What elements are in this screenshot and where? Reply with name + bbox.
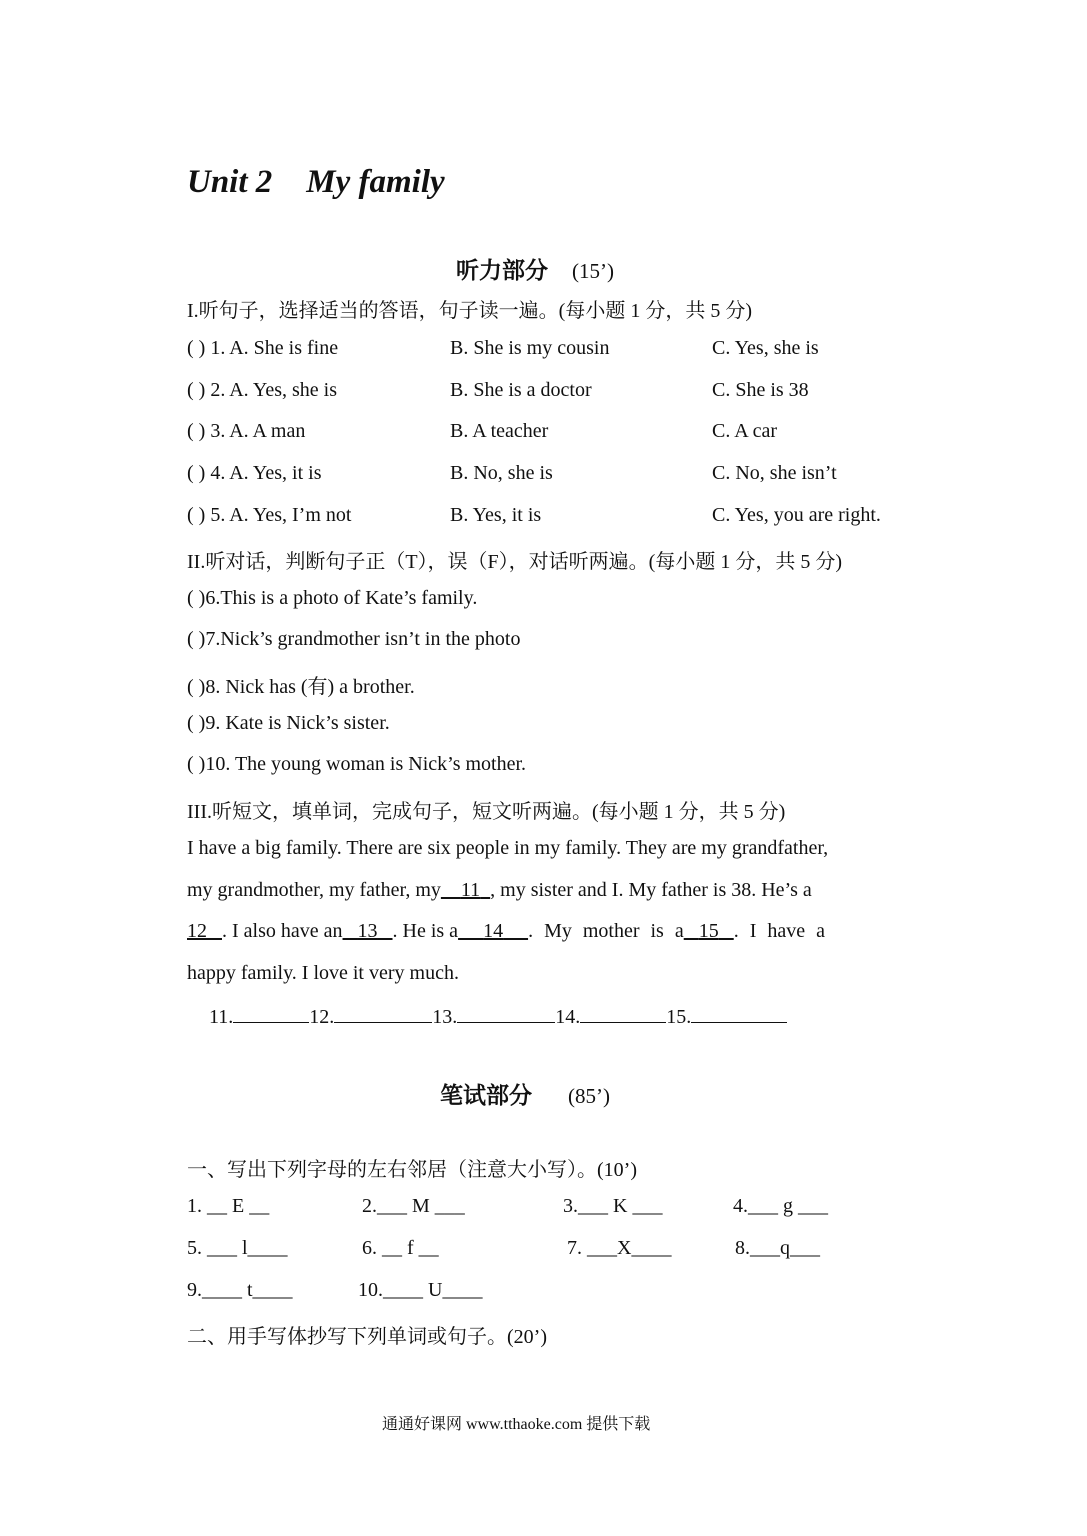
blank-number: 13 (357, 920, 378, 942)
writing-part2-instruction: 二、用手写体抄写下列单词或句子。(20’) (187, 1326, 547, 1348)
passage-line: happy family. I love it very much. (187, 962, 459, 984)
letter-item: 2.___ M ___ (362, 1195, 465, 1217)
answer-label: 15. (666, 1006, 692, 1028)
answer-line (580, 1004, 666, 1023)
letter-item: 7. ___X____ (567, 1237, 672, 1259)
page-title (187, 164, 445, 201)
part2-item: ( )6.This is a photo of Kate’s family. (187, 587, 478, 609)
part2-item: ( )10. The young woman is Nick’s mother. (187, 753, 527, 775)
blank-11 (441, 879, 490, 901)
part3-instruction: III.听短文，填单词，完成句子，短文听两遍。(每小题 1 分，共 5 分) (187, 801, 786, 823)
item-prefix: ( ) 5. A. Yes, I’m not (187, 504, 352, 526)
letter-item: 9.____ t____ (187, 1279, 293, 1301)
passage-text: . I also have an (222, 920, 343, 942)
passage-line: I have a big family. There are six people in my family. They are my grandfather, (187, 837, 829, 859)
listening-heading-text: 听力部分 (456, 258, 548, 283)
option-c: C. She is 38 (712, 379, 809, 401)
answer-line (233, 1004, 309, 1023)
option-b: B. She is a doctor (450, 379, 592, 401)
passage-text: my grandmother, my father, my (187, 879, 441, 901)
item-prefix: ( ) 3. A. A man (187, 420, 306, 442)
letter-item: 3.___ K ___ (563, 1195, 663, 1217)
passage-line (187, 920, 825, 943)
letter-item: 10.____ U____ (358, 1279, 483, 1301)
blank-number: 11 (460, 879, 481, 901)
passage-text: , my sister and I. My father is 38. He’s a (490, 879, 812, 901)
letter-item: 6. __ f __ (362, 1237, 439, 1259)
passage-text: . My mother is a (528, 920, 684, 942)
part1-instruction: I.听句子，选择适当的答语，句子读一遍。(每小题 1 分，共 5 分) (187, 300, 752, 322)
option-c: C. Yes, you are right. (712, 504, 881, 526)
page-footer: 通通好课网 www.tthaoke.com 提供下载 (382, 1416, 651, 1433)
passage-text: . I have a (733, 920, 826, 942)
letter-item: 1. __ E __ (187, 1195, 270, 1217)
part2-item: ( )8. Nick has (有) a brother. (187, 676, 415, 698)
letter-item: 5. ___ l____ (187, 1237, 288, 1259)
answer-label: 11. (209, 1006, 234, 1028)
writing-heading-text: 笔试部分 (440, 1083, 532, 1108)
option-c: C. No, she isn’t (712, 462, 837, 484)
answer-blanks (209, 1004, 787, 1029)
answer-label: 13. (432, 1006, 458, 1028)
listening-points: (15’) (572, 259, 614, 283)
item-prefix: ( ) 1. A. She is fine (187, 337, 339, 359)
blank-14 (458, 920, 528, 942)
passage-line (187, 879, 812, 902)
writing-heading (440, 1077, 610, 1110)
answer-label: 12. (309, 1006, 335, 1028)
blank-13 (343, 920, 393, 942)
answer-line (457, 1004, 555, 1023)
writing-part1-instruction: 一、写出下列字母的左右邻居（注意大小写）。(10’) (187, 1159, 637, 1181)
blank-15 (684, 920, 734, 942)
answer-label: 14. (555, 1006, 581, 1028)
option-c: C. A car (712, 420, 777, 442)
option-b: B. A teacher (450, 420, 549, 442)
part2-instruction: II.听对话，判断句子正（T），误（F），对话听两遍。(每小题 1 分，共 5 分) (187, 551, 842, 573)
option-c: C. Yes, she is (712, 337, 819, 359)
blank-number: 14 (483, 920, 504, 942)
option-b: B. No, she is (450, 462, 553, 484)
part2-item: ( )9. Kate is Nick’s sister. (187, 712, 390, 734)
letter-item: 8.___q___ (735, 1237, 820, 1259)
blank-number: 15 (698, 920, 719, 942)
letter-item: 4.___ g ___ (733, 1195, 828, 1217)
item-prefix: ( ) 2. A. Yes, she is (187, 379, 338, 401)
listening-heading (456, 252, 614, 285)
option-b: B. Yes, it is (450, 504, 542, 526)
option-b: B. She is my cousin (450, 337, 610, 359)
unit-name: My family (306, 164, 445, 200)
passage-text: . He is a (392, 920, 459, 942)
answer-line (691, 1004, 787, 1023)
blank-12 (187, 920, 222, 942)
writing-points: (85’) (568, 1084, 610, 1108)
part2-item: ( )7.Nick’s grandmother isn’t in the photo (187, 628, 521, 650)
item-prefix: ( ) 4. A. Yes, it is (187, 462, 322, 484)
unit-number: Unit 2 (187, 164, 273, 200)
answer-line (334, 1004, 432, 1023)
blank-number: 12 (187, 920, 207, 942)
